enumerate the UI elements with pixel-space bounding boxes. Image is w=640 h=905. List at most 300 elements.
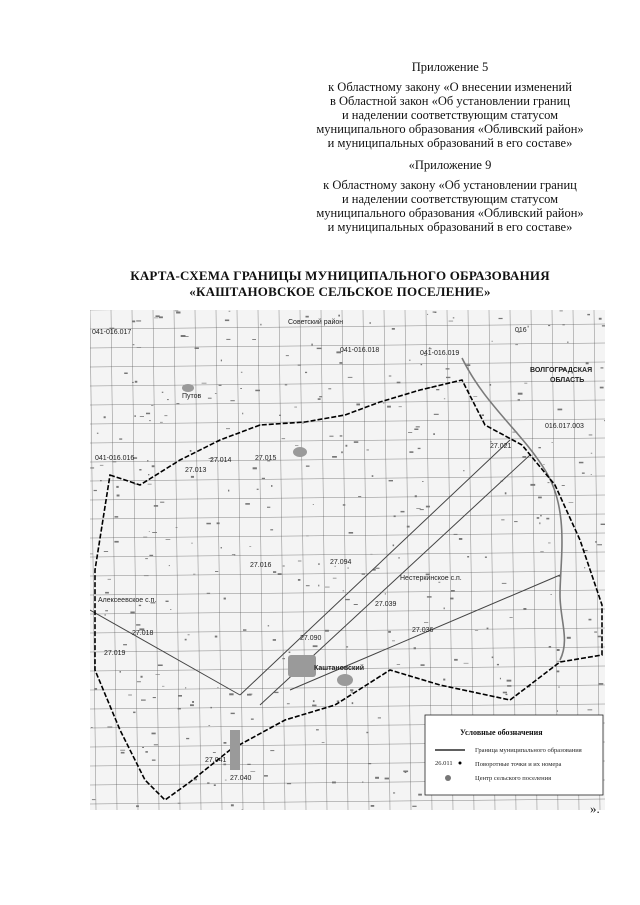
map-mark xyxy=(141,676,143,678)
map-mark xyxy=(399,406,402,407)
map-mark xyxy=(558,409,563,411)
turning-point-label: 27.021 xyxy=(490,443,512,450)
map-mark xyxy=(251,719,254,720)
map-mark xyxy=(191,476,194,478)
map-mark xyxy=(185,687,186,688)
map-mark xyxy=(257,489,259,490)
map-mark xyxy=(123,644,127,645)
map-mark xyxy=(294,407,297,408)
map-mark xyxy=(116,486,118,488)
map-mark xyxy=(358,496,361,497)
map-mark xyxy=(105,610,108,611)
map-mark xyxy=(421,364,423,366)
water-body xyxy=(230,730,240,770)
map-label-volgograd-2: ОБЛАСТЬ xyxy=(550,377,585,384)
map-mark xyxy=(213,752,216,753)
map-mark xyxy=(586,362,589,364)
map-mark xyxy=(175,311,179,312)
map-mark xyxy=(528,326,529,328)
map-mark xyxy=(345,599,350,600)
map-mark xyxy=(497,664,499,665)
map-mark xyxy=(333,578,337,579)
map-mark xyxy=(313,504,314,505)
map-mark xyxy=(97,433,99,434)
map-mark xyxy=(409,451,413,453)
map-mark xyxy=(268,625,269,626)
map-label-putov: Путов xyxy=(182,393,202,400)
map-mark xyxy=(136,320,141,321)
map-mark xyxy=(319,396,322,397)
turning-point-label: 27.090 xyxy=(300,635,322,642)
turning-point-label: 041-016.016 xyxy=(95,455,135,462)
map-mark xyxy=(335,566,336,567)
map-mark xyxy=(232,554,234,555)
map-mark xyxy=(418,794,422,796)
map-mark xyxy=(567,637,571,639)
map-mark xyxy=(507,680,512,682)
map-mark xyxy=(346,445,348,447)
map-mark xyxy=(247,764,250,765)
map-mark xyxy=(601,524,605,525)
settlement-center-icon xyxy=(445,775,451,781)
map-mark xyxy=(446,377,450,378)
turning-point-label: 27.040 xyxy=(230,775,252,782)
map-mark xyxy=(393,545,395,547)
map-mark xyxy=(214,784,216,786)
map-mark xyxy=(539,522,540,524)
map-mark xyxy=(444,608,445,610)
map-mark xyxy=(485,557,487,558)
map-mark xyxy=(340,435,343,436)
map-mark xyxy=(240,388,242,389)
turning-point-label: 27.036 xyxy=(412,627,434,634)
map-mark xyxy=(385,778,389,780)
map-mark xyxy=(416,508,420,509)
annex-5-line-2: в Областной закон «Об установлении границ xyxy=(329,94,570,108)
map-mark xyxy=(270,529,273,530)
map-mark xyxy=(510,617,513,618)
map-mark xyxy=(316,729,319,730)
map-mark xyxy=(552,442,553,443)
map-mark xyxy=(221,360,222,362)
map-mark xyxy=(132,382,134,383)
map-mark xyxy=(408,432,412,433)
map-mark xyxy=(551,594,552,595)
map-mark xyxy=(221,547,222,548)
map-mark xyxy=(557,649,560,651)
map-mark xyxy=(453,317,455,318)
map-mark xyxy=(429,347,430,348)
map-mark xyxy=(317,348,322,349)
map-mark xyxy=(499,318,503,319)
map-mark xyxy=(92,799,96,800)
map-mark xyxy=(273,639,276,641)
map-mark xyxy=(228,490,229,492)
map-mark xyxy=(191,543,192,544)
map-mark xyxy=(372,475,374,477)
map-mark xyxy=(403,771,408,773)
map-mark xyxy=(225,320,229,322)
map-mark xyxy=(392,328,395,330)
map-mark xyxy=(548,325,550,326)
map-mark xyxy=(501,519,504,520)
map-mark xyxy=(148,484,152,485)
map-mark xyxy=(185,639,187,641)
turning-point-label: 041-016.018 xyxy=(340,347,380,354)
map-mark xyxy=(264,775,268,777)
map-mark xyxy=(421,664,425,666)
map-mark xyxy=(482,414,484,416)
map-mark xyxy=(420,509,424,510)
map-mark xyxy=(322,742,325,743)
map-mark xyxy=(446,368,450,369)
map-mark xyxy=(152,760,156,761)
map-mark xyxy=(599,318,602,320)
map-mark xyxy=(349,532,354,534)
map-mark xyxy=(154,744,158,745)
map-mark xyxy=(149,531,150,532)
map-mark xyxy=(557,710,558,711)
map-mark xyxy=(339,362,342,364)
map-mark xyxy=(94,490,97,491)
map-mark xyxy=(136,624,140,625)
map-mark xyxy=(262,478,265,479)
map-mark xyxy=(346,646,348,647)
map-mark xyxy=(215,636,218,638)
map-mark xyxy=(558,687,560,688)
map-mark xyxy=(249,546,251,547)
map-mark xyxy=(318,585,319,587)
map-mark xyxy=(231,713,235,714)
map-mark xyxy=(598,636,602,638)
map-mark xyxy=(226,339,230,340)
map-mark xyxy=(507,685,511,687)
settlement-kashtanovsky xyxy=(288,655,316,677)
map-mark xyxy=(514,521,518,522)
map-mark xyxy=(604,420,605,421)
map-mark xyxy=(367,450,369,451)
map-scheme[interactable] xyxy=(90,310,605,810)
map-mark xyxy=(128,695,132,696)
map-mark xyxy=(285,384,287,385)
map-mark xyxy=(120,750,125,751)
map-mark xyxy=(356,404,360,406)
map-mark xyxy=(591,453,592,454)
map-mark xyxy=(540,551,543,552)
map-mark xyxy=(414,429,418,431)
map-mark xyxy=(224,598,226,600)
annex-5-line-1: к Областному закону «О внесении изменений xyxy=(328,80,572,94)
map-mark xyxy=(289,652,291,654)
map-mark xyxy=(147,460,148,462)
map-mark xyxy=(562,324,564,325)
map-mark xyxy=(341,451,343,453)
map-mark xyxy=(464,663,469,664)
map-mark xyxy=(505,492,507,494)
map-mark xyxy=(463,470,464,471)
turning-point-label: 27.015 xyxy=(255,455,277,462)
map-mark xyxy=(274,692,278,693)
map-mark xyxy=(137,681,141,682)
map-mark xyxy=(231,804,234,806)
map-mark xyxy=(459,538,462,540)
map-mark xyxy=(375,777,379,779)
map-mark xyxy=(121,752,125,754)
map-mark xyxy=(104,416,106,418)
map-mark xyxy=(546,518,549,520)
map-mark xyxy=(591,474,592,475)
map-mark xyxy=(602,325,605,326)
map-mark xyxy=(151,405,153,406)
map-label-nesterkinskoe: Нестеркинское с.п. xyxy=(400,575,462,582)
map-mark xyxy=(152,733,156,735)
map-mark xyxy=(298,561,302,562)
map-mark xyxy=(178,695,182,697)
map-mark xyxy=(94,688,97,690)
map-mark xyxy=(141,700,146,701)
map-mark xyxy=(192,701,194,703)
map-mark xyxy=(295,445,298,446)
map-mark xyxy=(186,738,189,739)
map-mark xyxy=(226,428,230,429)
map-mark xyxy=(426,506,430,508)
map-mark xyxy=(144,576,149,577)
turning-point-label: 27.018 xyxy=(132,630,154,637)
map-mark xyxy=(166,601,169,602)
map-mark xyxy=(188,634,190,635)
map-mark xyxy=(190,450,192,452)
map-mark xyxy=(156,315,160,317)
map-mark xyxy=(549,646,551,648)
turning-point-label: 27.014 xyxy=(210,457,232,464)
settlement-east xyxy=(337,674,353,686)
map-mark xyxy=(260,324,261,326)
map-mark xyxy=(454,534,458,535)
map-mark xyxy=(332,782,336,784)
map-mark xyxy=(149,420,151,421)
map-mark xyxy=(278,573,282,575)
map-mark xyxy=(434,414,439,415)
map-mark xyxy=(540,515,542,517)
map-mark xyxy=(515,344,518,345)
map-mark xyxy=(247,694,252,696)
map-mark xyxy=(207,593,210,594)
map-mark xyxy=(143,537,147,538)
map-mark xyxy=(433,433,435,435)
map-mark xyxy=(279,415,281,416)
map-mark xyxy=(107,727,112,728)
map-mark xyxy=(253,467,257,469)
map-mark xyxy=(115,516,119,518)
map-mark xyxy=(343,504,346,506)
map-mark xyxy=(208,725,210,726)
turning-point-label: 016.017.003 xyxy=(545,423,584,430)
map-mark xyxy=(487,628,489,630)
map-mark xyxy=(119,438,122,439)
map-mark xyxy=(352,702,354,704)
map-legend xyxy=(425,715,603,795)
map-mark xyxy=(375,568,379,569)
map-mark xyxy=(415,495,417,497)
turning-point-label: 016 xyxy=(515,327,527,334)
map-mark xyxy=(383,403,384,404)
map-mark xyxy=(444,398,445,399)
map-mark xyxy=(362,782,363,783)
map-mark xyxy=(160,422,163,423)
annex-9-line-3: муниципального образования «Обливский район» xyxy=(316,206,584,220)
map-mark xyxy=(162,392,164,393)
map-mark xyxy=(190,704,194,706)
map-mark xyxy=(166,539,171,540)
map-mark xyxy=(449,321,454,322)
map-mark xyxy=(184,336,189,337)
map-mark xyxy=(450,598,453,600)
map-mark xyxy=(298,579,301,581)
map-mark xyxy=(394,515,396,517)
map-mark xyxy=(492,657,494,659)
map-mark xyxy=(306,536,309,537)
map-mark xyxy=(397,664,400,665)
map-mark xyxy=(139,605,141,606)
map-mark xyxy=(392,641,395,642)
map-mark xyxy=(148,474,149,475)
map-mark xyxy=(162,686,164,687)
map-mark xyxy=(130,612,134,614)
map-mark xyxy=(306,466,310,467)
map-mark xyxy=(343,590,345,591)
map-mark xyxy=(152,532,157,533)
map-mark xyxy=(562,485,565,486)
map-mark xyxy=(133,344,135,345)
map-mark xyxy=(368,763,371,764)
map-mark xyxy=(219,384,222,386)
map-mark xyxy=(588,709,593,710)
map-mark xyxy=(245,503,250,505)
map-mark xyxy=(362,574,365,575)
map-mark xyxy=(537,517,540,519)
annex-9-line-1: к Областному закону «Об установлении границ xyxy=(323,178,577,192)
map-mark xyxy=(454,659,458,661)
map-mark xyxy=(114,541,118,543)
map-label-alekseevskoe: Алексеевское с.п. xyxy=(98,597,157,604)
map-mark xyxy=(267,507,270,508)
map-mark xyxy=(518,393,523,395)
map-mark xyxy=(283,566,285,567)
map-title-line-1: КАРТА-СХЕМА ГРАНИЦЫ МУНИЦИПАЛЬНОГО ОБРАЗОВАНИЯ xyxy=(130,268,550,283)
map-mark xyxy=(398,557,400,558)
map-mark xyxy=(594,632,597,633)
map-mark xyxy=(154,318,158,319)
map-mark xyxy=(524,383,527,384)
annex-9-block xyxy=(300,158,600,234)
map-mark xyxy=(473,396,477,397)
map-mark xyxy=(217,687,218,688)
map-mark xyxy=(242,413,243,415)
map-mark xyxy=(282,658,285,659)
map-mark xyxy=(104,551,108,552)
map-mark xyxy=(215,393,217,394)
map-mark xyxy=(370,554,372,555)
map-mark xyxy=(589,619,592,621)
map-mark xyxy=(389,376,392,377)
map-mark xyxy=(241,372,243,373)
map-mark xyxy=(422,481,424,482)
map-mark xyxy=(388,631,391,633)
map-mark xyxy=(587,314,590,315)
map-mark xyxy=(273,571,276,573)
map-mark xyxy=(522,456,526,457)
map-mark xyxy=(243,629,246,631)
closing-quote: ». xyxy=(590,801,600,816)
turning-point-label: 041-016.017 xyxy=(92,329,132,336)
map-mark xyxy=(427,596,432,597)
map-mark xyxy=(146,413,150,415)
map-mark xyxy=(224,742,227,744)
map-mark xyxy=(387,406,391,408)
map-mark xyxy=(369,322,371,323)
map-mark xyxy=(287,783,291,784)
map-mark xyxy=(584,567,585,568)
map-mark xyxy=(178,803,181,804)
map-mark xyxy=(502,583,507,584)
map-mark xyxy=(255,390,260,392)
map-mark xyxy=(158,665,163,667)
map-mark xyxy=(579,462,584,464)
annex-5-heading: Приложение 5 xyxy=(411,60,489,74)
map-mark xyxy=(397,382,401,384)
annex-9-heading: «Приложение 9 xyxy=(408,158,492,172)
map-mark xyxy=(354,604,358,605)
map-mark xyxy=(215,571,218,572)
turning-point-label: 27.039 xyxy=(375,601,397,608)
map-canvas[interactable] xyxy=(90,310,605,810)
map-mark xyxy=(124,373,128,375)
map-mark xyxy=(208,398,212,399)
map-mark xyxy=(543,464,544,465)
map-mark xyxy=(178,708,181,709)
map-mark xyxy=(567,342,568,344)
turning-point-label: 27.016 xyxy=(250,562,272,569)
annex-5-line-3: и наделении соответствующим статусом xyxy=(341,108,559,122)
settlement-north xyxy=(293,447,307,457)
map-mark xyxy=(117,495,120,497)
map-mark xyxy=(145,558,148,559)
map-mark xyxy=(475,630,478,631)
map-mark xyxy=(523,608,526,610)
map-mark xyxy=(557,671,560,673)
map-mark xyxy=(271,485,272,487)
map-mark xyxy=(202,383,207,384)
map-title-line-2: «КАШТАНОВСКОЕ СЕЛЬСКОЕ ПОСЕЛЕНИЕ» xyxy=(189,284,491,299)
map-mark xyxy=(414,647,416,649)
map-mark xyxy=(311,344,312,346)
turning-point-label: 27.041 xyxy=(205,757,227,764)
map-mark xyxy=(385,593,386,594)
map-mark xyxy=(467,556,469,558)
map-mark xyxy=(328,388,331,389)
map-mark xyxy=(90,554,93,555)
turning-point-icon xyxy=(459,762,462,765)
map-mark xyxy=(354,441,359,443)
turning-point-label: 27.019 xyxy=(104,650,126,657)
map-mark xyxy=(338,315,340,317)
legend-item-boundary: Граница муниципального образования xyxy=(475,747,582,754)
map-mark xyxy=(492,341,493,342)
map-mark xyxy=(538,497,542,499)
map-mark xyxy=(132,321,135,323)
map-mark xyxy=(270,750,274,751)
map-mark xyxy=(503,692,507,694)
